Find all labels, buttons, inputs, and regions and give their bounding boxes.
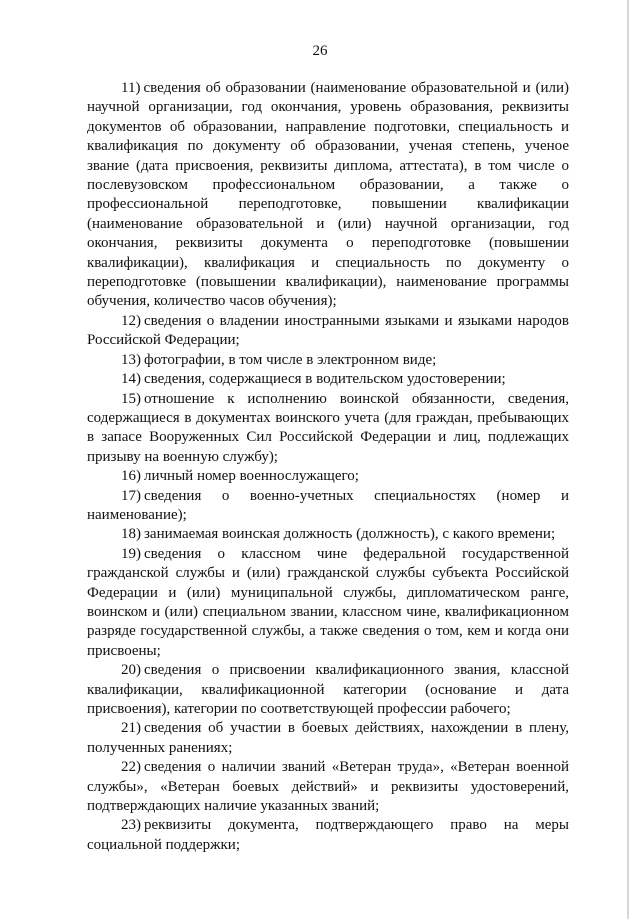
item-text: сведения об участии в боевых действиях, нахождении в плену, полученных ранениях; — [87, 720, 569, 756]
item-text: личный номер военнослужащего; — [144, 468, 359, 485]
item-text: сведения о классном чине федеральной государственной гражданской службы и (или) гражданской службы субъекта Российской Федерации и (или) муниципальной службы, дипломатическом ранге, воинском и (или) специальном звании, классном чине, квалификационном разряде государственной службы, а также сведения о том, кем и когда они присвоены; — [87, 545, 569, 659]
item-number: 15) — [121, 390, 141, 407]
item-text: занимаемая воинская должность (должность), с какого времени; — [144, 526, 556, 543]
item-number: 11) — [121, 80, 141, 96]
list-item-18 — [87, 525, 569, 544]
item-number: 20) — [121, 662, 141, 679]
item-text: фотографии, в том числе в электронном виде; — [144, 351, 437, 368]
list-item-11 — [87, 79, 569, 312]
item-number: 19) — [121, 545, 141, 562]
list-item-19 — [87, 545, 569, 661]
item-number: 18) — [121, 526, 141, 543]
list-item-15 — [87, 390, 569, 468]
item-text: сведения об образовании (наименование образовательной и (или) научной организации, год окончания, уровень образования, реквизиты документов об образовании, направление подготовки, специальность и квалификация по документу об образовании, ученая степень, ученое звание (дата присвоения, реквизиты диплома, аттестата), в том числе о послевузовском профессиональном образовании, а также о профессиональной переподготовке, повышении квалификации (наименование образовательной и (или) научной организации, год окончания, реквизиты документа о переподготовке (повышении квалификации), квалификация и специальность по документу о переподготовке (повышении квалификации), наименование программы обучения, количество часов обучения); — [87, 80, 569, 310]
list-item-17 — [87, 487, 569, 526]
list-item-16 — [87, 467, 569, 486]
item-text: реквизиты документа, подтверждающего право на меры социальной поддержки; — [87, 817, 569, 853]
list-item-14 — [87, 370, 569, 389]
item-number: 23) — [121, 817, 141, 834]
page-number: 26 — [312, 43, 328, 59]
list-item-22 — [87, 758, 569, 816]
item-text: сведения, содержащиеся в водительском удостоверении; — [144, 371, 506, 388]
scan-edge-line — [627, 0, 629, 919]
list-item-20 — [87, 661, 569, 719]
item-number: 22) — [121, 759, 141, 776]
list-item-12 — [87, 312, 569, 351]
item-number: 13) — [121, 351, 141, 368]
item-number: 16) — [121, 468, 141, 485]
list-item-21 — [87, 719, 569, 758]
item-text: сведения о наличии званий «Ветеран труда», «Ветеран военной службы», «Ветеран боевых действий» и реквизиты удостоверений, подтверждающих наличие указанных званий; — [87, 759, 569, 815]
document-body — [87, 79, 569, 855]
item-number: 17) — [121, 487, 141, 504]
item-text: отношение к исполнению воинской обязанности, сведения, содержащиеся в документах воинского учета (для граждан, пребывающих в запасе Вооруженных Сил Российской Федерации и лиц, подлежащих призыву на военную службу); — [87, 390, 569, 465]
list-item-23 — [87, 816, 569, 855]
item-text: сведения о присвоении квалификационного звания, классной квалификации, квалификационной категории (основание и дата присвоения), категории по соответствующей профессии рабочего; — [87, 662, 569, 717]
list-item-13 — [87, 351, 569, 370]
item-number: 14) — [121, 371, 141, 388]
item-text: сведения о владении иностранными языками и языками народов Российской Федерации; — [87, 312, 569, 349]
item-number: 21) — [121, 720, 141, 737]
item-text: сведения о военно-учетных специальностях (номер и наименование); — [87, 487, 569, 523]
item-number: 12) — [121, 312, 141, 329]
